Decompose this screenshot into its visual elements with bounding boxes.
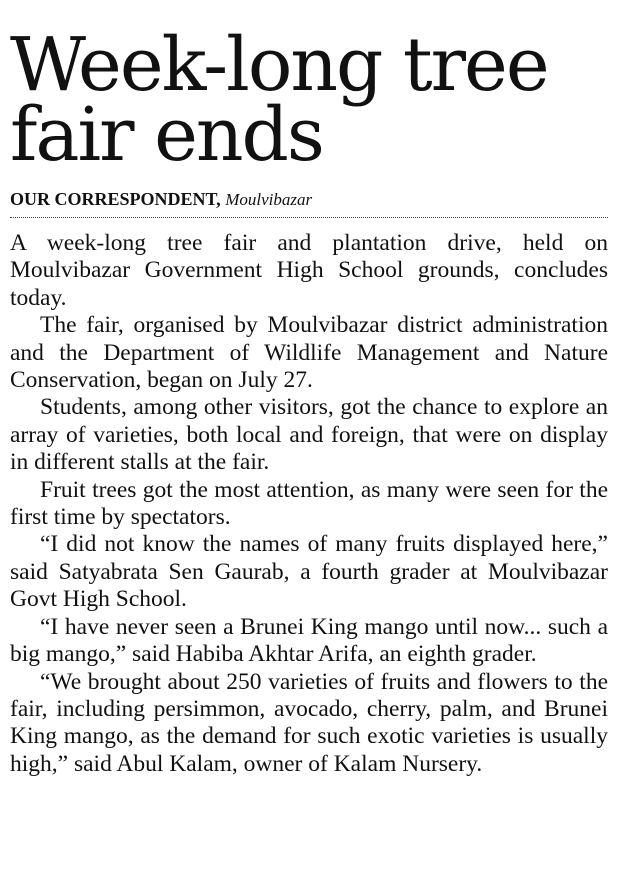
- paragraph: A week-long tree fair and plantation drive, held on Moulvibazar Government High School grounds, concludes today.: [10, 230, 608, 311]
- paragraph: The fair, organised by Moulvibazar district administration and the Department of Wildlife Management and Nature Conservation, began on July 27.: [10, 312, 608, 394]
- byline-author: OUR CORRESPONDENT,: [10, 189, 221, 209]
- dotted-divider: [10, 217, 608, 218]
- article-body: [10, 230, 608, 778]
- paragraph: Fruit trees got the most attention, as many were seen for the first time by spectators.: [10, 476, 608, 531]
- article: [10, 0, 608, 778]
- headline: Week-long tree fair ends: [10, 22, 548, 178]
- byline: [10, 188, 608, 211]
- paragraph: “I did not know the names of many fruits displayed here,” said Satyabrata Sen Gaurab, a fourth grader at Moulvibazar Govt High School.: [10, 531, 608, 613]
- paragraph: Students, among other visitors, got the chance to explore an array of varieties, both local and foreign, that were on display in different stalls at the fair.: [10, 394, 608, 476]
- paragraph: “I have never seen a Brunei King mango until now... such a big mango,” said Habiba Akhtar Arifa, an eighth grader.: [10, 613, 608, 668]
- paragraph: “We brought about 250 varieties of fruits and flowers to the fair, including persimmon, avocado, cherry, palm, and Brunei King mango, as the demand for such exotic varieties is usually high,” said Abul Kalam, owner of Kalam Nursery.: [10, 668, 608, 777]
- byline-location: Moulvibazar: [225, 190, 313, 209]
